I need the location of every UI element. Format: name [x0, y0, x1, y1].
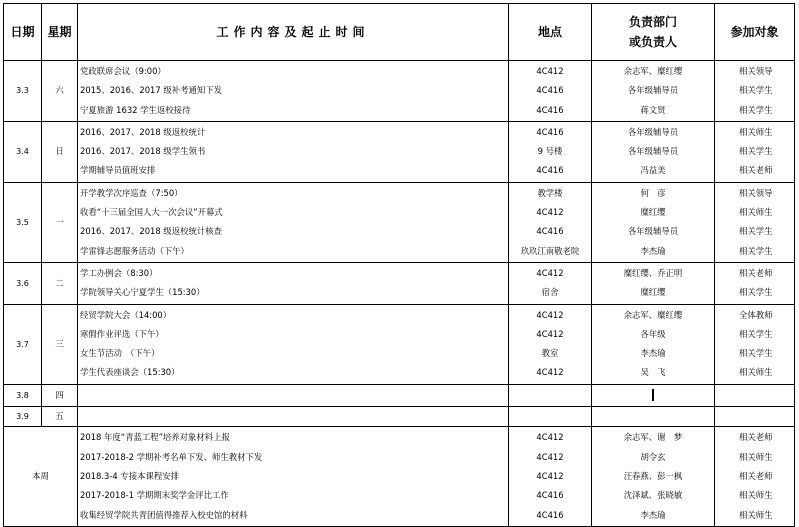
work-cell-entry: 学工办例会（8:30） — [80, 267, 158, 278]
header-location: 地点 — [509, 4, 592, 61]
work-cell-entry: 2017-2018-1 学期期末奖学金评比工作 — [80, 490, 229, 501]
owner-cell-entry: 何 彦 — [640, 187, 666, 198]
header-date: 日期 — [4, 4, 42, 61]
work-cell-entry: 收集经贸学院共青团值得推荐入校史馆的材料 — [80, 509, 248, 520]
owner-cell-entry: 各年级辅导员 — [627, 85, 679, 96]
work-cell-entry: 2018.3-4 专接本课程安排 — [80, 470, 179, 481]
location-cell-entry: 4C416 — [536, 104, 564, 115]
work-cell — [78, 384, 509, 406]
schedule-row-day-6 — [4, 407, 795, 427]
location-cell-entry: 4C412 — [536, 309, 564, 320]
owner-cell — [592, 384, 715, 406]
owner-cell-entry: 李杰瑜 — [640, 245, 666, 256]
work-cell-entry: 女生节活动 （下午） — [80, 348, 160, 359]
owner-cell-entry: 各年级辅导员 — [627, 126, 679, 137]
owner-cell-entry: 吴 飞 — [640, 367, 666, 378]
target-cell — [715, 304, 795, 384]
schedule-row-day-3 — [4, 262, 795, 304]
weekday-cell: 四 — [42, 384, 78, 406]
owner-cell — [592, 182, 715, 262]
header-weekday: 星期 — [42, 4, 78, 61]
cursor-mark — [652, 389, 654, 401]
owner-cell — [592, 407, 715, 427]
weekly-schedule-table — [3, 3, 795, 527]
target-cell-entry: 相关学生 — [739, 104, 773, 115]
weekday-cell: 一 — [42, 182, 78, 262]
header-department — [592, 4, 715, 61]
location-cell-entry: 4C416 — [536, 490, 564, 501]
work-cell-entry: 2016、2017、2018 级学生领书 — [80, 146, 206, 157]
work-cell-entry: 2016、2017、2018 级返校统计 — [80, 126, 206, 137]
owner-cell-entry: 李杰瑜 — [640, 348, 666, 359]
location-cell-entry: 4C416 — [536, 126, 564, 137]
schedule-row-day-2 — [4, 182, 795, 262]
owner-cell-entry: 各年级 — [640, 328, 666, 339]
work-cell — [78, 61, 509, 122]
work-cell-entry: 学院领导关心宁夏学生（15:30） — [80, 287, 205, 298]
target-cell-entry: 相关老师 — [739, 165, 773, 176]
target-cell-entry: 相关学生 — [739, 328, 773, 339]
work-cell — [78, 121, 509, 182]
location-cell — [509, 384, 592, 406]
location-cell-entry: 4C412 — [536, 432, 564, 443]
target-cell-entry: 相关师生 — [739, 207, 773, 218]
target-cell-entry: 相关学生 — [739, 146, 773, 157]
location-cell — [509, 61, 592, 122]
target-cell-entry: 相关师生 — [739, 367, 773, 378]
location-cell-entry: 宿舍 — [541, 287, 559, 298]
date-cell: 3.9 — [4, 407, 42, 427]
target-cell — [715, 262, 795, 304]
owner-cell-entry: 余志军、谢 梦 — [623, 432, 683, 443]
work-cell-entry: 学雷锋志愿服务活动（下午） — [80, 245, 189, 256]
schedule-row-day-0 — [4, 61, 795, 122]
target-cell-entry: 相关师生 — [739, 451, 773, 462]
target-cell-entry: 相关师生 — [739, 126, 773, 137]
target-cell-entry: 相关老师 — [739, 470, 773, 481]
target-cell — [715, 61, 795, 122]
schedule-body — [4, 61, 795, 527]
work-cell-entry: 党政联席会议（9:00） — [80, 66, 166, 76]
target-cell-entry: 相关老师 — [739, 267, 773, 278]
work-cell — [78, 182, 509, 262]
work-cell-entry: 2015、2016、2017 级补考通知下发 — [80, 85, 222, 96]
target-cell-entry: 相关领导 — [739, 187, 773, 198]
week-label-cell: 本周 — [4, 427, 78, 526]
target-cell-entry: 相关学生 — [739, 287, 773, 298]
location-cell — [509, 262, 592, 304]
target-cell-entry: 相关师生 — [739, 509, 773, 520]
owner-cell-entry: 糜红缨 — [640, 207, 666, 218]
date-cell: 3.7 — [4, 304, 42, 384]
owner-cell — [592, 427, 715, 526]
owner-cell — [592, 304, 715, 384]
weekday-cell: 日 — [42, 121, 78, 182]
target-cell-entry: 相关学生 — [739, 226, 773, 237]
location-cell — [509, 427, 592, 526]
owner-cell-entry: 李杰瑜 — [640, 509, 666, 520]
weekday-cell: 三 — [42, 304, 78, 384]
location-cell-entry: 4C412 — [536, 367, 564, 378]
work-cell-entry: 经贸学院大会（14:00） — [80, 309, 172, 320]
location-cell — [509, 121, 592, 182]
location-cell-entry: 教室 — [541, 348, 559, 359]
owner-cell-entry: 胡令玄 — [640, 451, 666, 462]
owner-cell-entry: 余志军、糜红缨 — [623, 309, 683, 320]
schedule-row-day-4 — [4, 304, 795, 384]
work-cell-entry: 学期辅导员值班安排 — [80, 165, 156, 176]
location-cell-entry: 玖玖江南敬老院 — [520, 245, 580, 256]
target-cell-entry: 相关学生 — [739, 245, 773, 256]
location-cell — [509, 304, 592, 384]
owner-cell-entry: 冯益美 — [640, 165, 666, 176]
location-cell-entry: 教学楼 — [537, 187, 563, 198]
schedule-row-day-1 — [4, 121, 795, 182]
target-cell — [715, 427, 795, 526]
work-cell — [78, 262, 509, 304]
owner-cell-entry: 各年级辅导员 — [627, 146, 679, 157]
target-cell — [715, 121, 795, 182]
owner-cell-entry: 蒋文贤 — [640, 104, 666, 115]
location-cell-entry: 4C412 — [536, 66, 564, 76]
work-cell-entry: 2016、2017、2018 级返校统计核查 — [80, 226, 222, 237]
owner-cell — [592, 61, 715, 122]
target-cell-entry: 相关领导 — [739, 66, 773, 76]
owner-cell-entry: 汪春燕、彭一枫 — [623, 470, 683, 481]
owner-cell — [592, 121, 715, 182]
header-work: 工作内容及起止时间 — [78, 4, 509, 61]
date-cell: 3.8 — [4, 384, 42, 406]
target-cell-entry: 相关学生 — [739, 348, 773, 359]
location-cell-entry: 4C412 — [536, 451, 564, 462]
owner-cell-entry: 余志军、糜红缨 — [623, 66, 683, 76]
location-cell-entry: 4C416 — [536, 226, 564, 237]
work-cell-entry: 2018 年度“青蓝工程”培养对象材料上报 — [80, 432, 230, 443]
work-cell-entry: 开学教学次序巡查（7:50） — [80, 187, 183, 198]
header-department-line1: 负责部门 — [628, 15, 677, 29]
work-cell-entry: 2017-2018-2 学期补考名单下发、师生教材下发 — [80, 451, 263, 462]
owner-cell-entry: 糜红缨、乔正明 — [623, 267, 683, 278]
schedule-row-week — [4, 427, 795, 526]
location-cell-entry: 4C412 — [536, 328, 564, 339]
location-cell-entry: 4C416 — [536, 165, 564, 176]
weekday-cell: 六 — [42, 61, 78, 122]
work-cell — [78, 427, 509, 526]
target-cell — [715, 182, 795, 262]
target-cell-entry: 相关学生 — [739, 85, 773, 96]
work-cell-entry: 学生代表座谈会（15:30） — [80, 367, 180, 378]
work-cell-entry: 收看“十三届全国人大一次会议”开幕式 — [80, 207, 223, 218]
date-cell: 3.3 — [4, 61, 42, 122]
date-cell: 3.4 — [4, 121, 42, 182]
date-cell: 3.6 — [4, 262, 42, 304]
schedule-row-day-5 — [4, 384, 795, 406]
target-cell — [715, 384, 795, 406]
owner-cell — [592, 262, 715, 304]
weekday-cell: 五 — [42, 407, 78, 427]
owner-cell-entry: 各年级辅导员 — [627, 226, 679, 237]
location-cell-entry: 4C416 — [536, 509, 564, 520]
location-cell — [509, 407, 592, 427]
location-cell-entry: 4C412 — [536, 267, 564, 278]
location-cell-entry: 9 号楼 — [537, 146, 563, 157]
work-cell-entry: 宁夏旅游 1632 学生返校接待 — [80, 104, 191, 115]
weekday-cell: 二 — [42, 262, 78, 304]
table-header-row — [4, 4, 795, 61]
target-cell-entry: 相关师生 — [739, 490, 773, 501]
location-cell-entry: 4C412 — [536, 207, 564, 218]
location-cell-entry: 4C416 — [536, 85, 564, 96]
work-cell — [78, 304, 509, 384]
header-participants: 参加对象 — [715, 4, 795, 61]
location-cell-entry: 4C412 — [536, 470, 564, 481]
target-cell-entry: 全体教师 — [739, 309, 773, 320]
target-cell-entry: 相关老师 — [739, 432, 773, 443]
header-department-line2: 或负责人 — [628, 35, 677, 49]
owner-cell-entry: 沈泽斌、张晓敏 — [623, 490, 683, 501]
target-cell — [715, 407, 795, 427]
owner-cell-entry: 糜红缨 — [640, 287, 666, 298]
location-cell — [509, 182, 592, 262]
date-cell: 3.5 — [4, 182, 42, 262]
work-cell — [78, 407, 509, 427]
work-cell-entry: 寒假作业评选（下午） — [80, 328, 164, 339]
